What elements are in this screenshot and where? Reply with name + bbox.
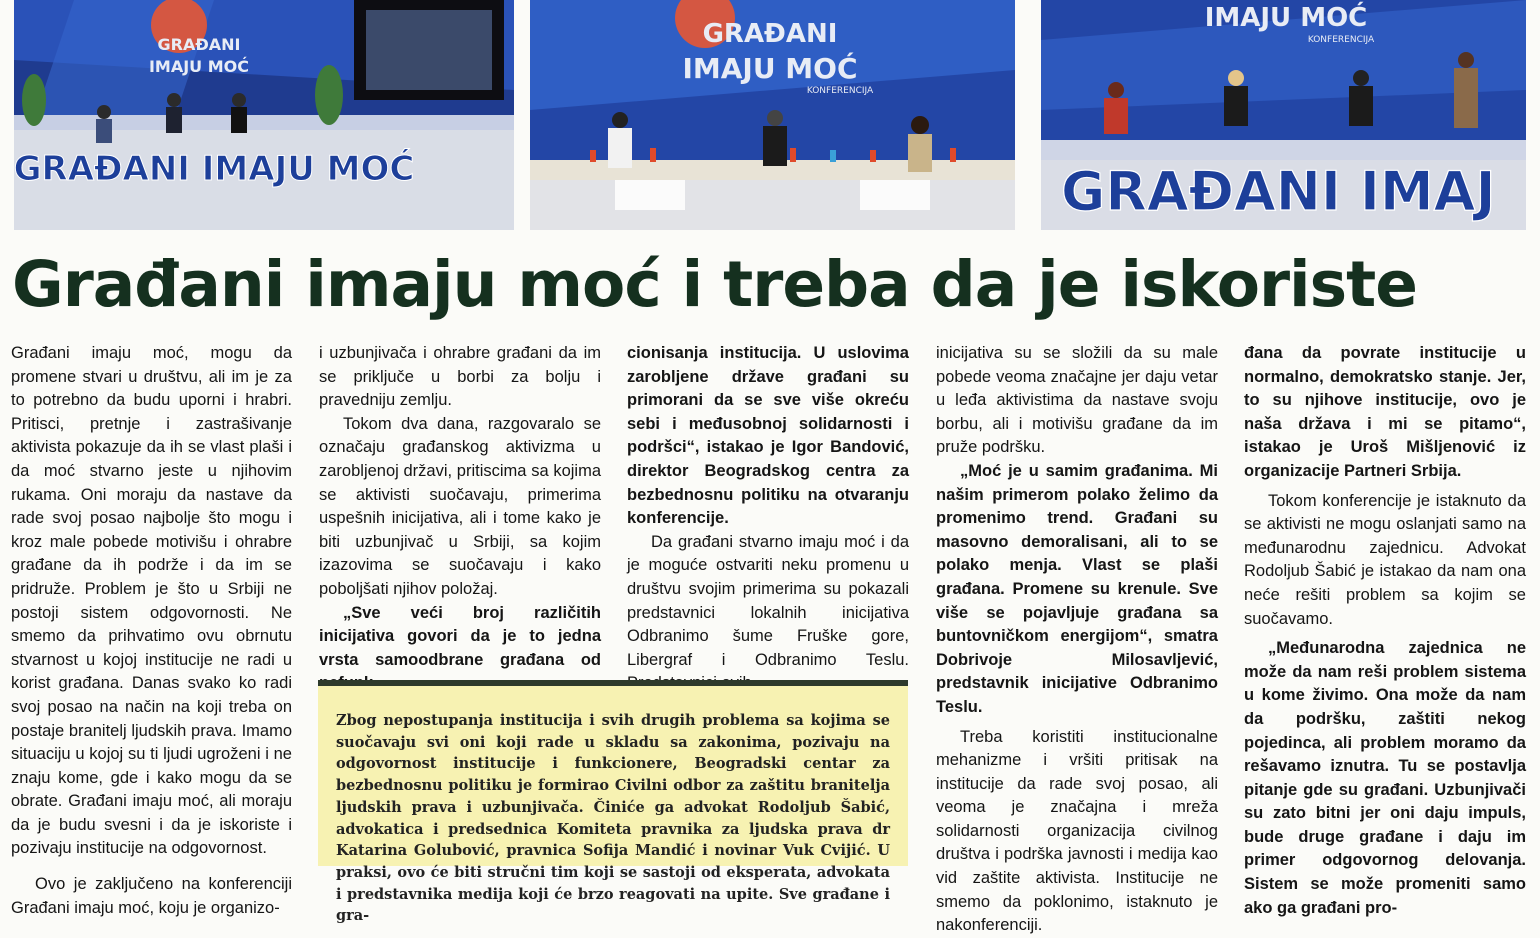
col5-paragraph-2: Tokom konferencije je istaknuto da se aktivisti ne mogu oslanjati samo na međunarodnu zajednicu. Advokat Rodoljub Šabić je istakao da nam ona neće rešiti problem sa kojim se suočavamo. [1244,491,1526,628]
photo3-banner-top-2: IMAJU MOĆ [1204,3,1368,33]
photo3-subtitle: KONFERENCIJA [1307,35,1375,45]
photo1-banner-bottom: GRAĐANI IMAJU MOĆ [13,149,415,189]
col5-paragraph-3-quote: „Međunarodna zajednica ne može da nam reši problem sistema u kome živimo. Ona može da nam da podršku, zaštiti nekog pojedinca, ali problem moramo da rešavamo iznutra. Tu se postavlja pitanje gde su građani. Uzbunjivači su zato bitni jer oni daju impuls, bude druge građane i daju im primer odgovornog delovanja. Sistem se može promeniti samo ako ga građani pro- [1244,639,1526,917]
photo1-banner-top-2: IMAJU MOĆ [148,57,250,76]
photo-conference-panel-2 [530,0,1015,230]
article-column-3 [627,342,909,667]
photo3-banner-bottom: GRAĐANI IMAJ [1061,160,1496,223]
col3-paragraph-1-quote: cionisanja institucija. U uslovima zarobljene države građani su primorani da se sve više okreću sebi i međusobnoj solidarnosti i podršci“, istakao je Igor Bandović, direktor Beogradskog centra za bezbednosnu politiku na otvaranju konferencije. [627,344,909,528]
civil-committee-box [318,680,908,925]
photo2-subtitle: KONFERENCIJA [806,86,874,96]
article-column-5 [1244,342,1526,917]
col2-paragraph-2: Tokom dva dana, razgovaralo se označaju građanskog aktivizma u zarobljenoj državi, pritiscima sa kojima se aktivisti suočavaju, primerima uspešnih inicijativa, ali i tome kako je biti uzbunjivač u Srbiji, sa kojim izazovima se suočavaju i kako poboljšati njihov položaj. [319,414,601,598]
photo2-banner-top-1: GRAĐANI [702,19,838,49]
box-text: Zbog nepostupanja institucija i svih drugih problema sa kojima se suočavaju svi oni koji rade u skladu sa zakonima, pozivaju na odgovornost institucije i funkcionere, Beogradski centar za bezbednosnu politiku je formirao Civilni odbor za zaštitu branitelja ljudskih prava i uzbunjivača. Činiće ga advokat Rodoljub Šabić, advokatica i predsednica Komiteta pravnika za ljudska prava dr Katarina Golubović, pravnica Sofija Mandić i novinar Vuk Cvijić. U praksi, ovo će biti stručni tim koji se sastoji od eksperata, advokata i predstavnika medija koji će brzo reagovati na upite. Sve građane i gra- [336,712,890,925]
col4-paragraph-1: inicijativa su se složili da su male pobede veoma značajne jer daju vetar u leđa aktivistima da nastave svoju borbu, ali i motivišu građane da im pruže podršku. [936,344,1218,457]
photo2-banner-top-2: IMAJU MOĆ [682,52,858,85]
col1-paragraph-1: Građani imaju moć, mogu da promene stvari u društvu, ali im je za to potrebno da budu uporni i hrabri. Pritisci, pretnje i zastrašivanje aktivista pokazuje da ih se vlast plaši i da moć stvarno jeste u njihovim rukama. Oni moraju da nastave da rade svoj posao najbolje što mogu i kroz male pobede motivišu i ohrabre građane da ih podrže i da im se pridruže. Problem je što u Srbiji ne postoji sistem odgovornosti. Ne smemo da prihvatimo ovu obrnutu stvarnost u kojoj institucije ne radi u korist građana. Danas svako ko radi svoj posao na način na koji treba on postaje branitelj ljudskih prava. Imamo situaciju u kojoj su ti ljudi ugroženi i ne znaju kome, gde i kako mogu da se obrate. Građani imaju moć, ali moraju da je budu svesni i da je iskoriste i pozivaju institucije na odgovornost. [11,344,292,858]
article-column-1 [11,342,292,917]
article-column-4 [936,342,1218,935]
col2-paragraph-1: i uzbunjivača i ohrabre građani da im se priključe u borbi za bolju i pravedniju zemlju. [319,344,601,410]
col5-paragraph-1-quote: đana da povrate institucije u normalno, demokratsko stanje. Jer, to su njihove institucije, ovo je naša država i mi se pitamo“, istakao je Uroš Mišljenović iz organizacije Partneri Srbija. [1244,344,1526,480]
col3-paragraph-2: Da građani stvarno imaju moć i da je moguće ostvariti neku promenu u društvu svojim primerima su pokazali predstavnici lokalnih inicijativa Odbranimo šume Fruške gore, Libergraf i Odbranimo Teslu. [627,532,909,669]
article-column-2 [319,342,601,667]
headline: Građani imaju moć i treba da je iskoriste [12,248,1417,321]
col4-paragraph-2-quote: „Moć je u samim građanima. Mi našim primerom polako želimo da promenimo trend. Građani su masovno demoralisani, ali to se polako menja. Vlast se plaši građana. Promene su krenule. Sve više se pojavljuje građana sa buntovničkom energijom“, smatra Dobrivoje Milosavljević, predstavnik inicijative Odbranimo Teslu. [936,461,1218,716]
photo1-banner-top-1: GRAĐANI [157,35,241,54]
photo-conference-panel-3 [1041,0,1526,230]
photo-conference-panel-1 [14,0,514,230]
col4-paragraph-3: Treba koristiti institucionalne mehanizme i vršiti pritisak na institucije da rade svoj posao, ali veoma je značajna i mreža solidarnosti organizacija civilnog društva i podrška javnosti i medija kao vid zaštite aktivista. Institucije ne smemo da poklonimo, istaknuto je nakonferenciji. [936,727,1218,935]
col2-paragraph-3-quote: „Sve veći broj različitih inicijativa govori da je to jedna vrsta samoodbrane građana od [319,603,601,669]
col1-paragraph-2: Ovo je zaključeno na konferenciji Građani imaju moć, koju je organizo- [11,875,292,917]
